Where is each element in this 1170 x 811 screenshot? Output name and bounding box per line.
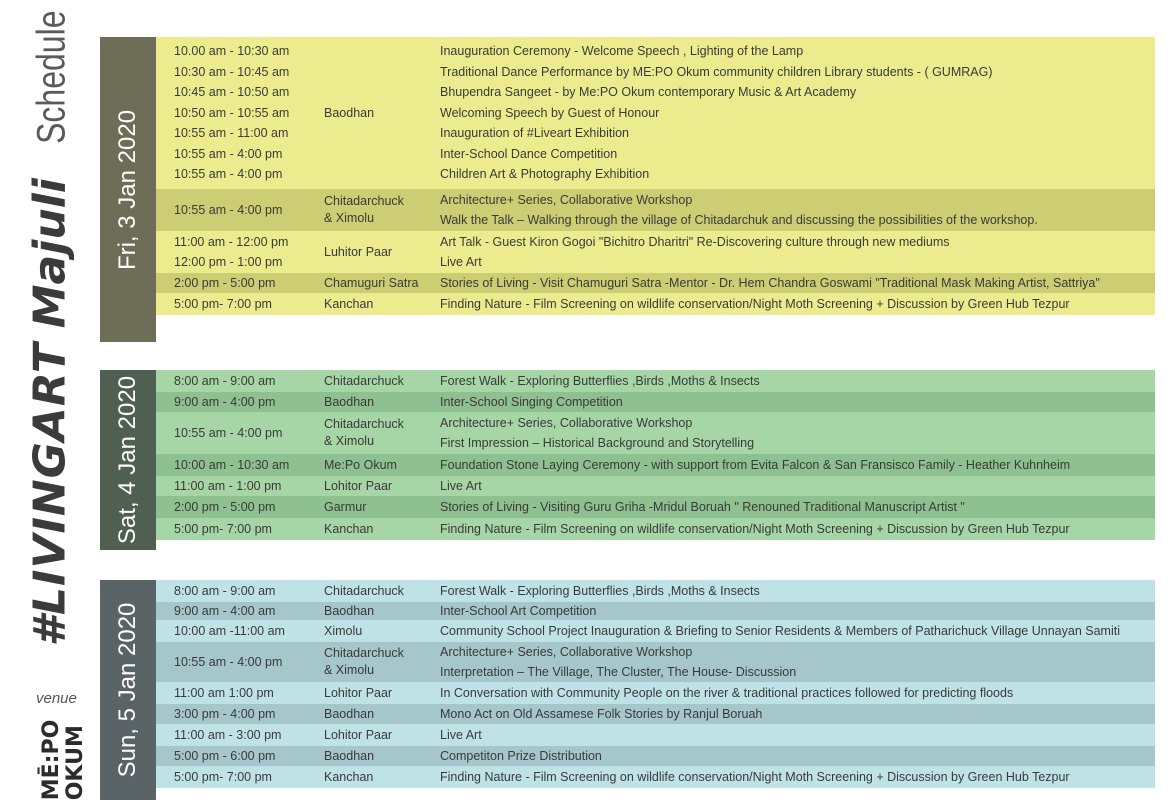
location-line: Chitadarchuck xyxy=(324,646,404,660)
location-cell xyxy=(324,37,439,189)
location-line: & Ximolu xyxy=(324,663,375,677)
event-cell xyxy=(440,37,1151,189)
time-cell xyxy=(174,766,324,788)
time-line: 11:00 am - 3:00 pm xyxy=(174,727,282,742)
schedule-row xyxy=(156,580,1155,602)
time-line: 5:00 pm- 7:00 pm xyxy=(174,296,272,311)
location-cell xyxy=(324,746,439,766)
location-line: Chitadarchuck xyxy=(324,583,404,598)
schedule-row xyxy=(156,496,1155,518)
event-cell xyxy=(440,189,1151,231)
time-cell xyxy=(174,704,324,724)
time-line: 10:45 am - 10:50 am xyxy=(174,85,290,100)
event-line: Inauguration of #Liveart Exhibition xyxy=(440,126,630,141)
time-line: 9:00 am - 4:00 am xyxy=(174,604,276,618)
time-line: 11:00 am 1:00 pm xyxy=(174,685,274,700)
time-line: 10:00 am - 10:30 am xyxy=(174,457,290,472)
event-line: Live Art xyxy=(440,727,482,742)
location-cell xyxy=(324,273,439,293)
location-line: Kanchan xyxy=(324,296,374,311)
time-line: 2:00 pm - 5:00 pm xyxy=(174,276,276,290)
event-cell xyxy=(440,273,1151,293)
schedule-rows xyxy=(156,37,1155,315)
location-line: Kanchan xyxy=(324,769,374,784)
time-cell xyxy=(174,580,324,602)
event-line: Finding Nature - Film Screening on wildlife conservation/Night Moth Screening + Discussion by Green Hub Tezpur xyxy=(440,296,1070,311)
time-cell xyxy=(174,189,324,231)
time-line: 2:00 pm - 5:00 pm xyxy=(174,499,276,514)
schedule-row xyxy=(156,746,1155,766)
schedule-row xyxy=(156,476,1155,496)
location-cell xyxy=(324,518,439,540)
location-cell xyxy=(324,602,439,620)
location-line: Me:Po Okum xyxy=(324,457,397,472)
time-line: 8:00 am - 9:00 am xyxy=(174,373,276,388)
schedule-rows xyxy=(156,580,1155,788)
event-cell xyxy=(440,412,1151,454)
event-line: Architecture+ Series, Collaborative Workshop xyxy=(440,192,693,207)
event-line: Mono Act on Old Assamese Folk Stories by Ranjul Boruah xyxy=(440,707,763,721)
logo-line-2: OKUM xyxy=(63,725,88,801)
time-line: 10:55 am - 4:00 pm xyxy=(174,202,283,217)
day-block-sat xyxy=(100,370,1155,550)
time-cell xyxy=(174,37,324,189)
time-cell xyxy=(174,496,324,518)
location-line: Lohitor Paar xyxy=(324,685,393,700)
event-cell xyxy=(440,682,1151,704)
time-cell xyxy=(174,724,324,746)
location-cell xyxy=(324,189,439,231)
time-line: 11:00 am - 12:00 pm xyxy=(174,234,289,249)
time-line: 5:00 pm- 7:00 pm xyxy=(174,769,272,784)
location-line: Baodhan xyxy=(324,105,375,120)
time-line: 12:00 pm - 1:00 pm xyxy=(174,255,283,269)
location-line: Baodhan xyxy=(324,394,375,409)
day-label-text: Sun, 5 Jan 2020 xyxy=(114,602,141,778)
time-line: 11:00 am - 1:00 pm xyxy=(174,479,282,493)
event-line: Inter-School Art Competition xyxy=(440,604,597,618)
location-cell xyxy=(324,704,439,724)
event-line: Foundation Stone Laying Ceremony - with support from Evita Falcon & San Fransisco Family - Heather Kuhnheim xyxy=(440,457,1071,472)
event-cell xyxy=(440,724,1151,746)
location-cell xyxy=(324,496,439,518)
schedule-row xyxy=(156,293,1155,315)
day-block-fri xyxy=(100,37,1155,342)
day-label xyxy=(100,580,156,800)
event-line: In Conversation with Community People on the river & traditional practices followed for predicting floods xyxy=(440,685,1014,700)
time-cell xyxy=(174,392,324,412)
event-line: Live Art xyxy=(440,255,482,269)
location-line: Chitadarchuck xyxy=(324,194,404,208)
location-cell xyxy=(324,476,439,496)
event-cell xyxy=(440,476,1151,496)
location-line: Garmur xyxy=(324,499,367,514)
event-cell xyxy=(440,293,1151,315)
schedule-row xyxy=(156,602,1155,620)
location-line: Lohitor Paar xyxy=(324,727,393,742)
logo-line-1: MĒ:PO xyxy=(39,719,64,801)
day-label xyxy=(100,37,156,342)
schedule-row xyxy=(156,189,1155,231)
time-line: 10:55 am - 4:00 pm xyxy=(174,167,283,182)
time-line: 10:50 am - 10:55 am xyxy=(174,105,290,120)
time-line: 5:00 pm- 7:00 pm xyxy=(174,521,272,536)
event-line: Community School Project Inauguration & Briefing to Senior Residents & Members of Patharichuck Village Unnayan Samiti xyxy=(440,623,1120,638)
location-cell xyxy=(324,293,439,315)
location-cell xyxy=(324,370,439,392)
location-line: & Ximolu xyxy=(324,211,375,225)
event-cell xyxy=(440,620,1151,642)
event-line: Children Art & Photography Exhibition xyxy=(440,167,650,182)
venue-label: venue xyxy=(36,690,77,707)
location-line: Baodhan xyxy=(324,603,375,618)
time-cell xyxy=(174,746,324,766)
event-line: Live Art xyxy=(440,479,482,493)
time-cell xyxy=(174,620,324,642)
time-cell xyxy=(174,370,324,392)
time-line: 8:00 am - 9:00 am xyxy=(174,583,276,598)
schedule-row xyxy=(156,370,1155,392)
time-cell xyxy=(174,602,324,620)
event-line: Walk the Talk – Walking through the village of Chitadarchuk and discussing the possibilities of the workshop. xyxy=(440,213,1038,227)
place-title: Majuli xyxy=(24,178,76,329)
time-cell xyxy=(174,642,324,682)
event-cell xyxy=(440,231,1151,273)
event-line: Welcoming Speech by Guest of Honour xyxy=(440,105,660,120)
time-line: 3:00 pm - 4:00 pm xyxy=(174,707,276,721)
poster-title xyxy=(20,10,80,647)
event-line: Architecture+ Series, Collaborative Workshop xyxy=(440,415,693,430)
location-line: Baodhan xyxy=(324,706,375,721)
location-cell xyxy=(324,620,439,642)
schedule-row xyxy=(156,724,1155,746)
location-cell xyxy=(324,766,439,788)
schedule-row xyxy=(156,37,1155,189)
location-cell xyxy=(324,580,439,602)
event-cell xyxy=(440,642,1151,682)
location-line: Ximolu xyxy=(324,623,363,638)
day-label-text: Sat, 4 Jan 2020 xyxy=(114,375,141,545)
time-line: 10:55 am - 11:00 am xyxy=(174,126,289,141)
day-block-sun xyxy=(100,580,1155,800)
location-line: Chitadarchuck xyxy=(324,373,404,388)
time-line: 5:00 pm - 6:00 pm xyxy=(174,749,276,763)
event-cell xyxy=(440,496,1151,518)
hashtag-title: #LIVINGART xyxy=(24,342,76,647)
event-line: Finding Nature - Film Screening on wildlife conservation/Night Moth Screening + Discussion by Green Hub Tezpur xyxy=(440,521,1070,536)
time-cell xyxy=(174,454,324,476)
event-line: First Impression – Historical Background and Storytelling xyxy=(440,436,755,450)
time-cell xyxy=(174,518,324,540)
event-line: Inter-School Singing Competition xyxy=(440,395,623,409)
event-cell xyxy=(440,746,1151,766)
schedule-row xyxy=(156,454,1155,476)
event-cell xyxy=(440,580,1151,602)
schedule-rows xyxy=(156,370,1155,540)
event-line: Finding Nature - Film Screening on wildlife conservation/Night Moth Screening + Discussion by Green Hub Tezpur xyxy=(440,769,1070,784)
time-line: 9:00 am - 4:00 pm xyxy=(174,395,276,409)
location-line: Kanchan xyxy=(324,521,374,536)
time-line: 10:00 am -11:00 am xyxy=(174,623,285,638)
schedule-row xyxy=(156,392,1155,412)
time-line: 10:30 am - 10:45 am xyxy=(174,64,290,79)
time-cell xyxy=(174,682,324,704)
event-line: Traditional Dance Performance by ME:PO Okum community children Library students - ( GUMRAG) xyxy=(440,64,993,79)
time-line: 10:55 am - 4:00 pm xyxy=(174,425,283,440)
event-cell xyxy=(440,518,1151,540)
event-line: Art Talk - Guest Kiron Gogoi "Bichitro Dharitri" Re-Discovering culture through new mediums xyxy=(440,234,950,249)
event-line: Forest Walk - Exploring Butterflies ,Birds ,Moths & Insects xyxy=(440,373,760,388)
schedule-row xyxy=(156,273,1155,293)
event-line: Inauguration Ceremony - Welcome Speech , Lighting of the Lamp xyxy=(440,44,804,59)
event-cell xyxy=(440,370,1151,392)
time-cell xyxy=(174,273,324,293)
day-label xyxy=(100,370,156,550)
event-cell xyxy=(440,704,1151,724)
mepo-okum-logo xyxy=(24,720,104,800)
event-cell xyxy=(440,766,1151,788)
time-cell xyxy=(174,231,324,273)
event-line: Architecture+ Series, Collaborative Workshop xyxy=(440,645,693,659)
location-line: Chamuguri Satra xyxy=(324,275,419,290)
day-label-text: Fri, 3 Jan 2020 xyxy=(114,109,141,270)
schedule-row xyxy=(156,620,1155,642)
location-cell xyxy=(324,231,439,273)
schedule-row xyxy=(156,518,1155,540)
location-cell xyxy=(324,724,439,746)
location-line: Luhitor Paar xyxy=(324,244,393,259)
schedule-row xyxy=(156,704,1155,724)
event-line: Forest Walk - Exploring Butterflies ,Birds ,Moths & Insects xyxy=(440,583,760,598)
time-line: 10:55 am - 4:00 pm xyxy=(174,146,283,161)
location-cell xyxy=(324,682,439,704)
time-cell xyxy=(174,412,324,454)
location-cell xyxy=(324,454,439,476)
time-cell xyxy=(174,476,324,496)
location-line: Lohitor Paar xyxy=(324,478,393,493)
schedule-row xyxy=(156,766,1155,788)
location-cell xyxy=(324,412,439,454)
time-line: 10:55 am - 4:00 pm xyxy=(174,655,283,669)
location-cell xyxy=(324,642,439,682)
event-cell xyxy=(440,392,1151,412)
event-line: Inter-School Dance Competition xyxy=(440,146,618,161)
location-line: & Ximolu xyxy=(324,434,375,448)
event-cell xyxy=(440,454,1151,476)
event-line: Stories of Living - Visit Chamuguri Satra -Mentor - Dr. Hem Chandra Goswami "Traditional Mask Making Artist, Sattriya" xyxy=(440,276,1100,290)
event-line: Competiton Prize Distribution xyxy=(440,749,602,763)
schedule-row xyxy=(156,682,1155,704)
schedule-row xyxy=(156,412,1155,454)
event-line: Stories of Living - Visiting Guru Griha -Mridul Boruah " Renouned Traditional Manuscript Artist " xyxy=(440,499,965,514)
location-cell xyxy=(324,392,439,412)
schedule-row xyxy=(156,642,1155,682)
time-cell xyxy=(174,293,324,315)
event-line: Interpretation – The Village, The Cluster, The House- Discussion xyxy=(440,665,797,679)
location-line: Baodhan xyxy=(324,748,375,763)
event-line: Bhupendra Sangeet - by Me:PO Okum contemporary Music & Art Academy xyxy=(440,85,857,100)
schedule-title: Schedule xyxy=(29,10,74,144)
event-cell xyxy=(440,602,1151,620)
time-line: 10.00 am - 10:30 am xyxy=(174,44,290,59)
schedule-row xyxy=(156,231,1155,273)
location-line: Chitadarchuck xyxy=(324,417,404,431)
